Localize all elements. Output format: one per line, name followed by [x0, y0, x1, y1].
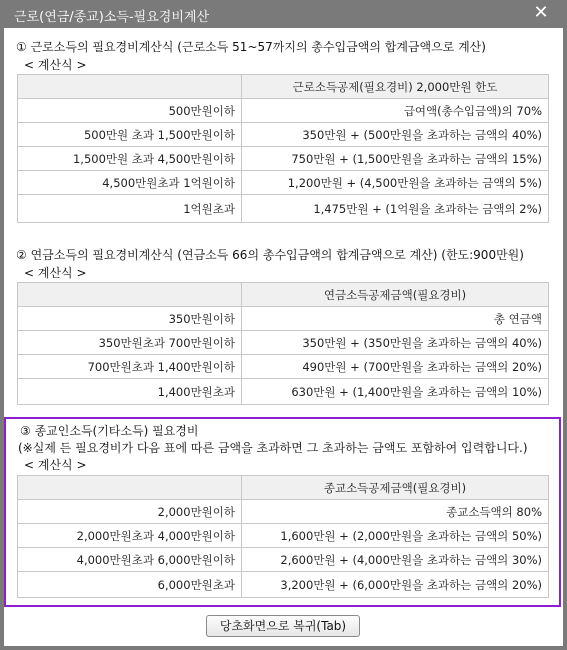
range-cell: 700만원초과 1,400만원이하	[18, 355, 242, 379]
range-cell: 1,500만원 초과 4,500만원이하	[18, 147, 242, 171]
section3-note: (※실제 든 필요경비가 다음 표에 따른 금액을 초과하면 그 초과하는 금액도 포함하여 입력합니다.)	[18, 441, 528, 455]
window-title: 근로(연금/종교)소득-필요경비계산	[14, 10, 210, 25]
range-cell: 6,000만원초과	[18, 572, 242, 598]
formula-cell: 490만원 + (700만원을 초과하는 금액의 20%)	[242, 355, 549, 379]
section3-table	[17, 475, 549, 598]
section2-title: ② 연금소득의 필요경비계산식 (연금소득 66의 총수입금액의 합계금액으로 계산) (한도:900만원)	[16, 248, 524, 262]
table-row	[18, 355, 549, 379]
section1-formula-label: < 계산식 >	[24, 58, 87, 72]
dialog-content	[4, 28, 563, 646]
section2-table	[17, 282, 549, 405]
table-header-cell: 연금소득공제금액(필요경비)	[242, 283, 549, 307]
restore-original-button[interactable]: 당초화면으로 복귀(Tab)	[206, 615, 360, 637]
formula-cell: 종교소득액의 80%	[242, 500, 549, 524]
table-row	[18, 307, 549, 331]
table-row	[18, 379, 549, 405]
range-cell: 2,000만원이하	[18, 500, 242, 524]
table-row	[18, 195, 549, 223]
table-header-cell: 근로소득공제(필요경비) 2,000만원 한도	[242, 75, 549, 99]
range-cell: 1,400만원초과	[18, 379, 242, 405]
table-header-row	[18, 283, 549, 307]
table-row	[18, 548, 549, 572]
table-row	[18, 147, 549, 171]
close-icon[interactable]: ✕	[533, 2, 549, 23]
formula-cell: 350만원 + (500만원을 초과하는 금액의 40%)	[242, 123, 549, 147]
table-row	[18, 500, 549, 524]
range-cell: 2,000만원초과 4,000만원이하	[18, 524, 242, 548]
table-header-cell	[18, 283, 242, 307]
table-header-row	[18, 476, 549, 500]
formula-cell: 750만원 + (1,500만원을 초과하는 금액의 15%)	[242, 147, 549, 171]
formula-cell: 1,200만원 + (4,500만원을 초과하는 금액의 5%)	[242, 171, 549, 195]
section2-formula-label: < 계산식 >	[24, 266, 87, 280]
title-bar[interactable]	[0, 0, 567, 28]
range-cell: 500만원 초과 1,500만원이하	[18, 123, 242, 147]
table-row	[18, 99, 549, 123]
table-header-cell: 종교소득공제금액(필요경비)	[242, 476, 549, 500]
section1-title: ① 근로소득의 필요경비계산식 (근로소득 51~57까지의 총수입금액의 합계금액으로 계산)	[16, 40, 486, 54]
range-cell: 500만원이하	[18, 99, 242, 123]
table-row	[18, 572, 549, 598]
formula-cell: 총 연금액	[242, 307, 549, 331]
table-row	[18, 171, 549, 195]
range-cell: 1억원초과	[18, 195, 242, 223]
formula-cell: 1,475만원 + (1억원을 초과하는 금액의 2%)	[242, 195, 549, 223]
formula-cell: 350만원 + (350만원을 초과하는 금액의 40%)	[242, 331, 549, 355]
section1-table	[17, 74, 549, 223]
table-header-row	[18, 75, 549, 99]
range-cell: 4,000만원초과 6,000만원이하	[18, 548, 242, 572]
section3-formula-label: < 계산식 >	[24, 458, 87, 472]
table-header-cell	[18, 476, 242, 500]
formula-cell: 1,600만원 + (2,000만원을 초과하는 금액의 50%)	[242, 524, 549, 548]
section3-title: ③ 종교인소득(기타소득) 필요경비	[20, 424, 199, 438]
formula-cell: 3,200만원 + (6,000만원을 초과하는 금액의 20%)	[242, 572, 549, 598]
table-header-cell	[18, 75, 242, 99]
formula-cell: 630만원 + (1,400만원을 초과하는 금액의 10%)	[242, 379, 549, 405]
formula-cell: 2,600만원 + (4,000만원을 초과하는 금액의 30%)	[242, 548, 549, 572]
range-cell: 350만원초과 700만원이하	[18, 331, 242, 355]
table-row	[18, 123, 549, 147]
table-row	[18, 331, 549, 355]
formula-cell: 급여액(총수입금액)의 70%	[242, 99, 549, 123]
range-cell: 350만원이하	[18, 307, 242, 331]
range-cell: 4,500만원초과 1억원이하	[18, 171, 242, 195]
table-row	[18, 524, 549, 548]
section3-highlight-box	[4, 417, 561, 607]
